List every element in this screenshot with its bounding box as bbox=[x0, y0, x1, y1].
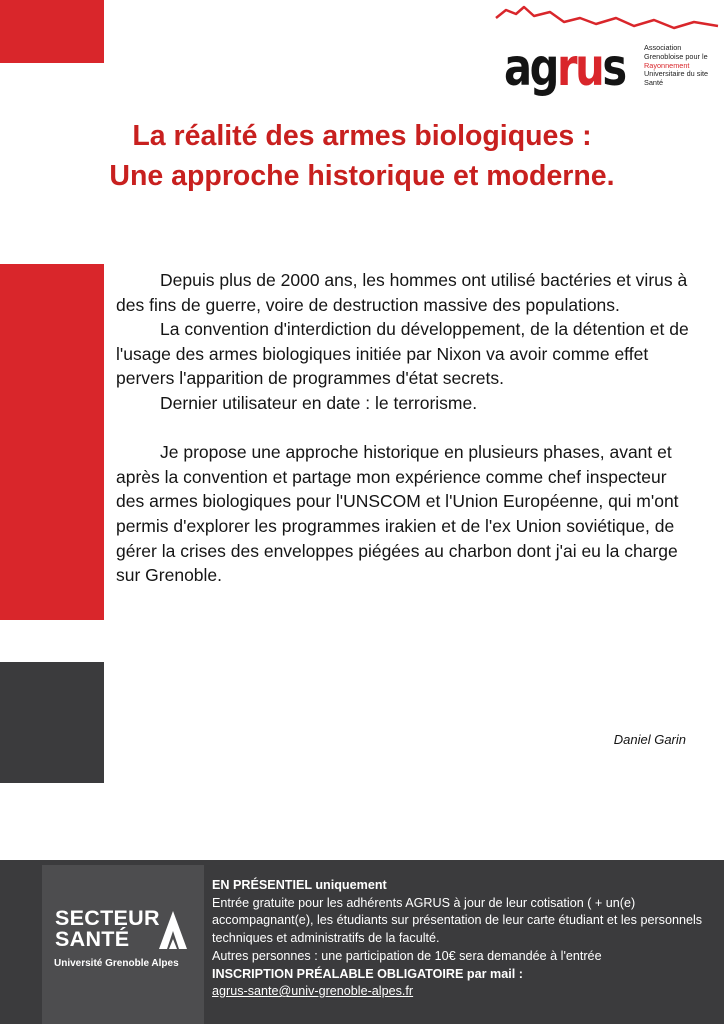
paragraph: Dernier utilisateur en date : le terrorisme. bbox=[160, 392, 478, 413]
page-title bbox=[40, 116, 684, 196]
logo-text: SECTEUR SANTÉ bbox=[55, 906, 160, 951]
mountain-a-icon bbox=[158, 909, 188, 951]
paragraph: Je propose une approche historique en plusieurs phases, avant et après la convention et partage mon expérience comme chef inspecteur des armes biologiques pour l'UNSCOM et l'Union Européenne, qui m'ont permis d'explorer les programmes irakien et de l'ex Union soviétique, de gérer la crises des enveloppes piégées au charbon dont j'ai eu la charge sur Grenoble. bbox=[116, 442, 679, 586]
logo-wordmark: agrus bbox=[504, 38, 625, 98]
paragraph: Depuis plus de 2000 ans, les hommes ont utilisé bactéries et virus à des fins de guerre, voire de destruction massive des populations. bbox=[116, 270, 688, 315]
logo-subtitle: Association Grenobloise pour le Rayonnement Universitaire du site Santé bbox=[644, 43, 709, 88]
footer-banner bbox=[0, 860, 724, 1024]
title-line-1: La réalité des armes biologiques : bbox=[132, 120, 592, 152]
fee-text: Autres personnes : une participation de 10€ sera demandée à l'entrée bbox=[212, 948, 602, 963]
university-name: Université Grenoble Alpes bbox=[54, 958, 179, 969]
registration-info bbox=[212, 877, 716, 1001]
author-signature: Daniel Garin bbox=[613, 732, 686, 747]
email-link[interactable]: agrus-sante@univ-grenoble-alpes.fr bbox=[212, 984, 414, 999]
attendance-heading: EN PRÉSENTIEL uniquement bbox=[212, 878, 387, 892]
agrus-logo bbox=[494, 4, 720, 104]
title-line-2: Une approche historique et moderne. bbox=[109, 160, 615, 192]
secteur-sante-logo bbox=[42, 865, 204, 1024]
registration-heading: INSCRIPTION PRÉALABLE OBLIGATOIRE par mail : bbox=[212, 966, 523, 981]
decorative-red-block-left bbox=[0, 264, 104, 620]
abstract-body bbox=[116, 268, 696, 588]
decorative-red-block-top bbox=[0, 0, 104, 63]
free-entry-text: Entrée gratuite pour les adhérents AGRUS à jour de leur cotisation ( + un(e) accompagnant(e), les étudiants sur présentation de leur carte étudiant et les personnels techniques et administratifs de la faculté. bbox=[212, 895, 703, 946]
decorative-dark-block-left bbox=[0, 662, 104, 783]
paragraph: La convention d'interdiction du développement, de la détention et de l'usage des armes biologiques initiée par Nixon va avoir comme effet pervers l'apparition de programmes d'état secrets. bbox=[116, 319, 689, 389]
